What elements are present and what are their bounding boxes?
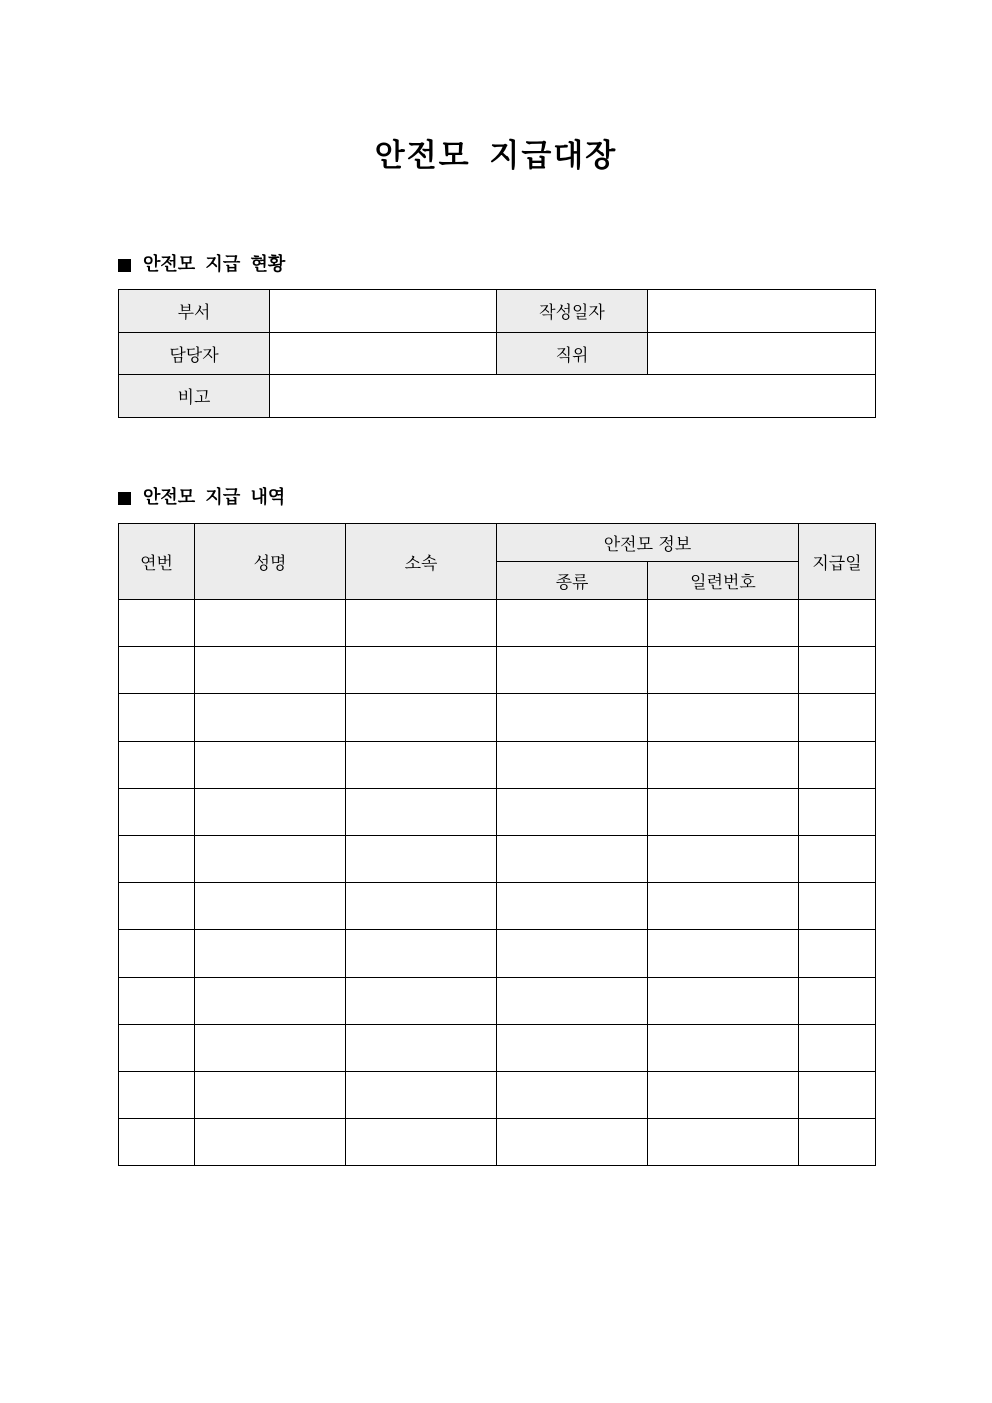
serial-cell[interactable] <box>648 1024 799 1071</box>
status-section-heading-text: 안전모 지급 현황 <box>143 254 286 275</box>
table-row <box>119 1119 876 1166</box>
type-cell[interactable] <box>497 1071 648 1118</box>
table-row <box>119 788 876 835</box>
status-row-3 <box>119 375 876 418</box>
table-row <box>119 1071 876 1118</box>
number-cell[interactable] <box>119 694 195 741</box>
detail-section-heading <box>118 485 285 511</box>
date-written-field[interactable] <box>648 290 876 333</box>
remarks-label: 비고 <box>119 375 270 418</box>
name-cell[interactable] <box>195 741 346 788</box>
column-header-helmet-info: 안전모 정보 <box>497 524 799 562</box>
document-title: 안전모 지급대장 <box>374 138 618 174</box>
remarks-field[interactable] <box>270 375 876 418</box>
number-cell[interactable] <box>119 977 195 1024</box>
affiliation-cell[interactable] <box>346 835 497 882</box>
column-header-type: 종류 <box>497 562 648 600</box>
issue-date-cell[interactable] <box>799 788 876 835</box>
issue-date-cell[interactable] <box>799 1071 876 1118</box>
number-cell[interactable] <box>119 1024 195 1071</box>
position-field[interactable] <box>648 332 876 375</box>
type-cell[interactable] <box>497 694 648 741</box>
number-cell[interactable] <box>119 788 195 835</box>
detail-table <box>118 523 876 1166</box>
issue-date-cell[interactable] <box>799 741 876 788</box>
number-cell[interactable] <box>119 883 195 930</box>
issue-date-cell[interactable] <box>799 1119 876 1166</box>
name-cell[interactable] <box>195 788 346 835</box>
detail-header-row-1 <box>119 524 876 562</box>
type-cell[interactable] <box>497 883 648 930</box>
affiliation-cell[interactable] <box>346 647 497 694</box>
type-cell[interactable] <box>497 647 648 694</box>
affiliation-cell[interactable] <box>346 883 497 930</box>
table-row <box>119 1024 876 1071</box>
name-cell[interactable] <box>195 694 346 741</box>
name-cell[interactable] <box>195 835 346 882</box>
issue-date-cell[interactable] <box>799 930 876 977</box>
table-row <box>119 694 876 741</box>
serial-cell[interactable] <box>648 883 799 930</box>
serial-cell[interactable] <box>648 741 799 788</box>
table-row <box>119 600 876 647</box>
serial-cell[interactable] <box>648 788 799 835</box>
table-row <box>119 741 876 788</box>
affiliation-cell[interactable] <box>346 600 497 647</box>
status-row-2 <box>119 332 876 375</box>
black-square-icon <box>118 259 131 272</box>
type-cell[interactable] <box>497 741 648 788</box>
name-cell[interactable] <box>195 600 346 647</box>
name-cell[interactable] <box>195 1119 346 1166</box>
serial-cell[interactable] <box>648 1119 799 1166</box>
type-cell[interactable] <box>497 977 648 1024</box>
type-cell[interactable] <box>497 1024 648 1071</box>
number-cell[interactable] <box>119 647 195 694</box>
status-table <box>118 289 876 418</box>
date-written-label: 작성일자 <box>497 290 648 333</box>
affiliation-cell[interactable] <box>346 694 497 741</box>
affiliation-cell[interactable] <box>346 977 497 1024</box>
name-cell[interactable] <box>195 883 346 930</box>
serial-cell[interactable] <box>648 977 799 1024</box>
table-row <box>119 930 876 977</box>
number-cell[interactable] <box>119 741 195 788</box>
type-cell[interactable] <box>497 835 648 882</box>
serial-cell[interactable] <box>648 647 799 694</box>
position-label: 직위 <box>497 332 648 375</box>
number-cell[interactable] <box>119 1119 195 1166</box>
department-field[interactable] <box>270 290 497 333</box>
serial-cell[interactable] <box>648 835 799 882</box>
affiliation-cell[interactable] <box>346 930 497 977</box>
type-cell[interactable] <box>497 930 648 977</box>
issue-date-cell[interactable] <box>799 1024 876 1071</box>
serial-cell[interactable] <box>648 694 799 741</box>
affiliation-cell[interactable] <box>346 1071 497 1118</box>
column-header-issue-date: 지급일 <box>799 524 876 600</box>
column-header-affiliation: 소속 <box>346 524 497 600</box>
serial-cell[interactable] <box>648 1071 799 1118</box>
number-cell[interactable] <box>119 600 195 647</box>
issue-date-cell[interactable] <box>799 835 876 882</box>
issue-date-cell[interactable] <box>799 883 876 930</box>
column-header-number: 연번 <box>119 524 195 600</box>
name-cell[interactable] <box>195 1024 346 1071</box>
name-cell[interactable] <box>195 1071 346 1118</box>
manager-label: 담당자 <box>119 332 270 375</box>
serial-cell[interactable] <box>648 930 799 977</box>
table-row <box>119 977 876 1024</box>
affiliation-cell[interactable] <box>346 1119 497 1166</box>
table-row <box>119 883 876 930</box>
name-cell[interactable] <box>195 647 346 694</box>
black-square-icon <box>118 492 131 505</box>
number-cell[interactable] <box>119 835 195 882</box>
number-cell[interactable] <box>119 1071 195 1118</box>
type-cell[interactable] <box>497 788 648 835</box>
status-section-heading <box>118 252 285 278</box>
issue-date-cell[interactable] <box>799 694 876 741</box>
issue-date-cell[interactable] <box>799 977 876 1024</box>
detail-table-body <box>119 600 876 1166</box>
issue-date-cell[interactable] <box>799 600 876 647</box>
type-cell[interactable] <box>497 1119 648 1166</box>
table-row <box>119 835 876 882</box>
column-header-name: 성명 <box>195 524 346 600</box>
column-header-serial: 일련번호 <box>648 562 799 600</box>
manager-field[interactable] <box>270 332 497 375</box>
affiliation-cell[interactable] <box>346 788 497 835</box>
type-cell[interactable] <box>497 600 648 647</box>
table-row <box>119 647 876 694</box>
serial-cell[interactable] <box>648 600 799 647</box>
name-cell[interactable] <box>195 977 346 1024</box>
department-label: 부서 <box>119 290 270 333</box>
detail-section-heading-text: 안전모 지급 내역 <box>143 487 286 508</box>
affiliation-cell[interactable] <box>346 741 497 788</box>
number-cell[interactable] <box>119 930 195 977</box>
status-row-1 <box>119 290 876 333</box>
name-cell[interactable] <box>195 930 346 977</box>
affiliation-cell[interactable] <box>346 1024 497 1071</box>
issue-date-cell[interactable] <box>799 647 876 694</box>
